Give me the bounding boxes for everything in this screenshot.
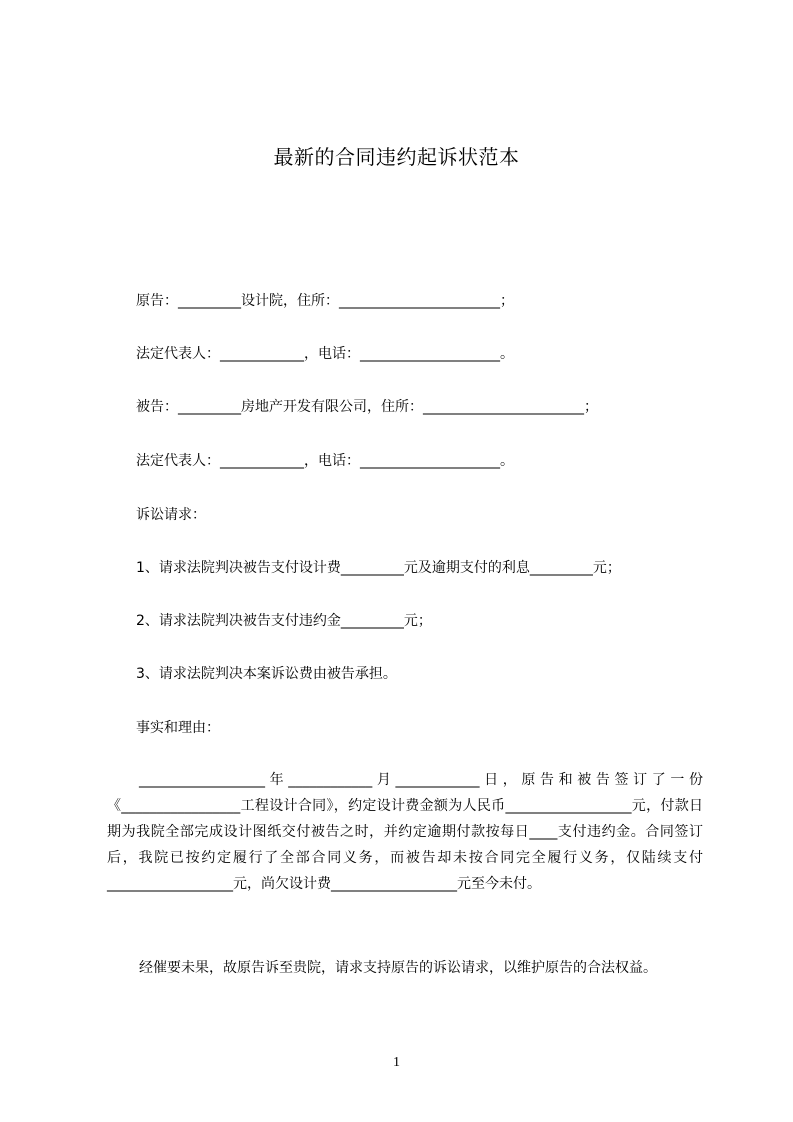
claim-item: 3、请求法院判决本案诉讼费由被告承担。 xyxy=(136,666,397,682)
claim-item: 2、请求法院判决被告支付违约金_________元； xyxy=(136,613,432,629)
closing-paragraph: 经催要未果，故原告诉至贵院，请求支持原告的诉讼请求，以维护原告的合法权益。 xyxy=(139,960,657,976)
claim-item: 1、请求法院判决被告支付设计费_________元及逾期支付的利息_________元； xyxy=(136,560,621,576)
defendant-line: 被告：_________房地产开发有限公司，住所：_______________________； xyxy=(136,399,598,415)
claims-heading: 诉讼请求： xyxy=(136,507,206,523)
plaintiff-line: 原告：_________设计院，住所：_______________________； xyxy=(136,293,514,309)
facts-paragraph: __________________年____________月____________日，原告和被告签订了一份《_________________工程设计合同》，约定设计费金额为人民币__________________元，付款日期为我院全部完成设计图纸交付被告之时，并约定逾期付款按每日____支付违约金。合同签订后，我院已按约定履行了全部合同义务，而被告却未按合同完全履行义务，仅陆续支付__________________元，尚欠设计费__________________元至今未付。 xyxy=(107,772,703,892)
page-number: 1 xyxy=(393,1055,400,1070)
facts-heading: 事实和理由： xyxy=(136,720,220,736)
defendant-representative-line: 法定代表人：____________，电话：____________________。 xyxy=(136,453,514,469)
document-title: 最新的合同违约起诉状范本 xyxy=(273,145,520,169)
plaintiff-representative-line: 法定代表人：____________，电话：____________________。 xyxy=(136,346,514,362)
